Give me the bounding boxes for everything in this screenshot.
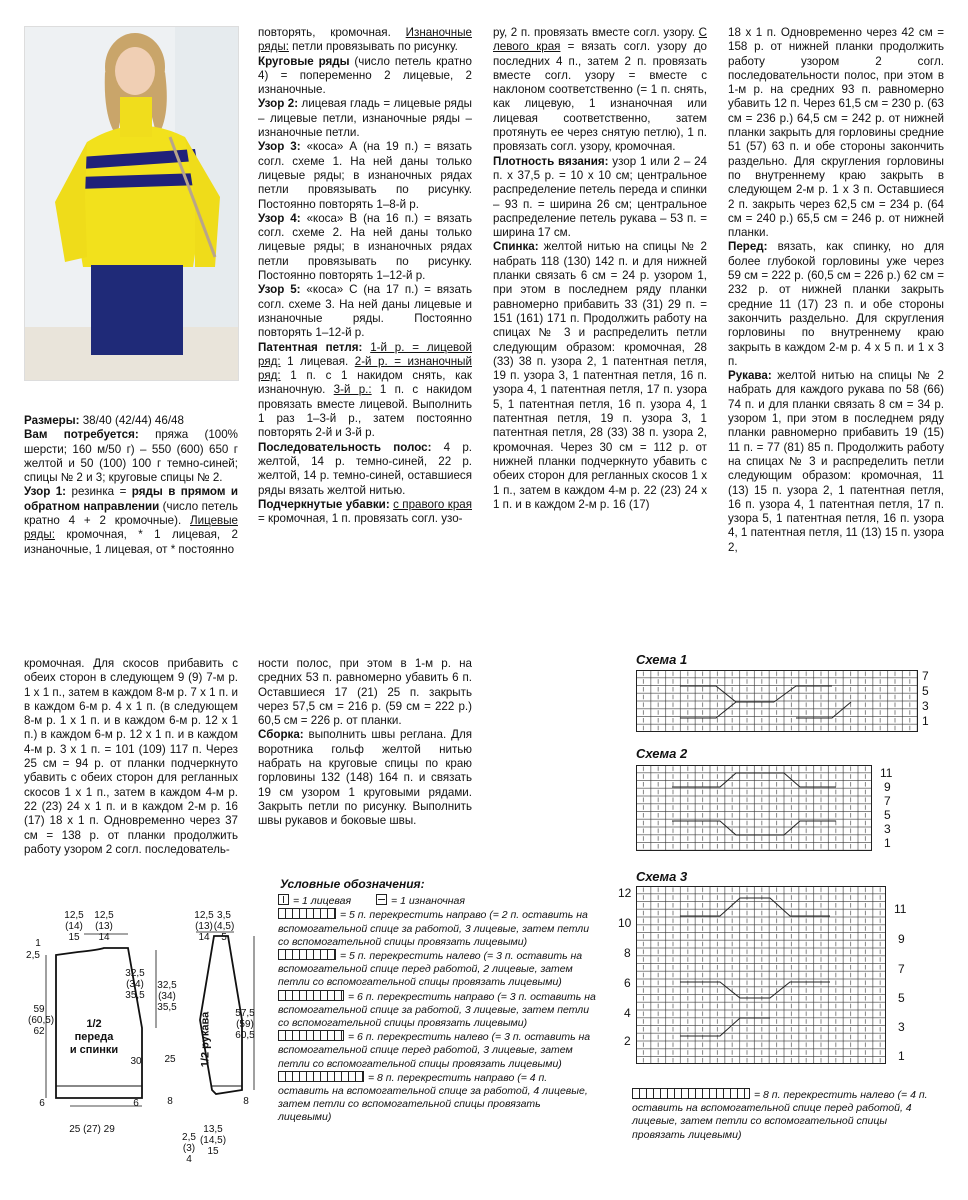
legend-l5: = 6 п. перекрестить направо (= 3 п. оставить на вспомогательной спице за работой, 3 лицевые, затем петли со вспомогательной спицы провязать лицевыми) <box>278 990 596 1030</box>
text-column-6 <box>258 657 472 829</box>
scheme2-row-5: 5 <box>884 808 891 822</box>
dim-s8: 8 <box>167 1096 173 1107</box>
scheme3-chart <box>636 886 886 1064</box>
text-column-5 <box>24 657 238 857</box>
patent-text-c: 1 п. с 1 накидом снять, как изнаночную. <box>258 369 472 397</box>
dim-top1-b: (14) <box>65 921 83 932</box>
sleeves-label: Рукава: <box>728 369 772 383</box>
pattern5-text: «коса» С (на 17 п.) = вязать согл. схеме 3. На ней даны лицевые и изнаночные ряды. Постоянно повторять 1–12-й р. <box>258 283 472 340</box>
front-back-label-3: и спинки <box>69 1044 119 1056</box>
dim-top1-c: 15 <box>68 932 80 943</box>
dim-sb2b: (14,5) <box>199 1135 227 1146</box>
col5-text-1: кромочная. Для скосов прибавить с обеих сторон в следующем 9 (9) 7-м р. 1 х 1 п., затем в каждом 8-м р. 7 х 1 п. и в каждом 6-м р. 4 х 1 п. (в следующем 8-м р. 1 х 1 п. и в каждом 6-м р. 12 х 1 п.) в каждом 6-м р. 12 х 1 п. и в каждом 4-м р. 3 х 1 п. = 101 (109) 117 п. Через 25 см = 94 р. от планки подчеркнуто убавить с обеих сторон для регланных скосов 1 х 1 п., затем в каждом 4-м р. 22 (23) 24 х 1 п. и в каждом 2-м р. 16 (17) 18 х 1 п. Одновременно через 37 см = 138 р. от планки продолжить работу узором 2 согл. последователь- <box>24 657 238 856</box>
front-back-label-1: 1/2 <box>86 1018 102 1030</box>
dim-top1-a: 12,5 <box>64 910 84 921</box>
pattern2-text: лицевая гладь = лицевые ряды – лицевые петли, изнаночные ряды – изнаночные петли. <box>258 97 472 140</box>
dim-stop2-b: (4,5) <box>213 921 235 932</box>
cross-5-left-icon <box>278 949 336 960</box>
scheme3-row-6: 6 <box>624 976 631 990</box>
col2-text-1b: петли провязывать по рисунку. <box>288 40 458 54</box>
dim-r6: 6 <box>133 1098 139 1109</box>
text-column-1 <box>24 414 238 557</box>
sleeves-text: желтой нитью на спицы № 2 набрать для каждого рукава по 58 (66) 74 п. и для планки связать 8 см = 34 р. узором 1, при этом в последнем ряду планки равномерно прибавить 19 (15) 11 п. = 77 (81) 85 п. Продолжить работу на спицах № 3 и распределить петли следующим образом: кромочная, 11 (13) 15 п. узора 2, 1 патентная петля, 16 п. узора 4, 1 патентная петля, 17 п. узора 5, 1 патентная петля, 16 п. узора 4, 1 патентная петля, 11 (13) 15 п. узора 2, <box>728 369 944 554</box>
legend-item-6-right <box>278 990 596 1031</box>
dim-s32: 32,5 <box>157 980 177 991</box>
legend-item-8-left <box>632 1088 928 1142</box>
cross-6-right-icon <box>278 990 344 1001</box>
scheme2-row-11: 11 <box>880 766 893 780</box>
legend-item-knit <box>278 894 596 908</box>
pattern1-text-c: (число петель кратно 4 + 2 кромочные). <box>24 499 238 528</box>
dim-sb1: 2,5 <box>182 1132 196 1143</box>
dim-stop2 <box>212 910 236 943</box>
scheme3-row-5: 5 <box>898 991 905 1005</box>
dim-sb2c: 15 <box>207 1146 219 1157</box>
legend-l4: = 5 п. перекрестить налево (= 3 п. оставить на вспомогательной спице перед работой, 2 лицевые, затем петли со вспомогательной спицы провязать лицевыми) <box>278 950 583 989</box>
dim-top2 <box>92 910 116 943</box>
assembly-text: выполнить швы реглана. Для воротника гольф желтой нитью набрать на круговые спицы по краю горловины 132 (148) 164 п. и связать 19 см узором 1 круговыми рядами. Закрыть петли по рисунку. Выполнить швы рукавов и боковые швы. <box>258 728 472 828</box>
col6-text-1: ности полос, при этом в 1-м р. на средних 53 п. равномерно убавить 6 п. Оставшиеся 17 (21) 25 п. закрыть через 57,5 см = 216 р. (59 см = 222 р.) 60,5 см = 226 р. от планки. <box>258 657 472 728</box>
back-text: желтой нитью на спицы № 2 набрать 118 (130) 142 п. и для нижней планки связать 6 см = 24 р. узором 1, при этом в последнем ряду планки равномерно прибавить 33 (31) 29 п. = 151 (161) 171 п. Продолжить работу на спицах № 3 и распределить петли следующим образом: кромочная, 28 (33) 38 п. узора 2, 1 патентная петля, 19 п. узора 3, 1 патентная петля, 16 п. узора 4, 1 патентная петля, 17 п. узора 5, 1 патентная петля, 16 п. узора 4, 1 патентная петля, 19 п. узора 3, 1 патентная петля, 28 (33) 38 п. узора 2, кромочная. Через 30 см = 112 р. от нижней планки подчеркнуто убавить с обеих сторон для регланных скосов 1 х 1 п., затем в каждом 4-м р. 22 (23) 24 х 1 п. и в каждом 2-м р. 16 (17) <box>493 240 707 511</box>
dim-stop1-c: 14 <box>198 932 210 943</box>
legend-title: Условные обозначения: <box>280 877 425 891</box>
pattern5-label: Узор 5: <box>258 283 301 297</box>
pattern4-label: Узор 4: <box>258 211 301 225</box>
legend-l3: = 5 п. перекрестить направо (= 2 п. оставить на вспомогательной спице за работой, 3 лицевые, затем петли со вспомогательной спицы провязать лицевыми) <box>278 909 590 948</box>
decreases-label: Подчеркнутые убавки: <box>258 497 390 511</box>
text-column-4 <box>728 26 944 555</box>
dim-top1 <box>62 910 86 943</box>
dim-raglan <box>122 968 148 1001</box>
gauge-label: Плотность вязания: <box>493 154 609 168</box>
cross-8-right-icon <box>278 1071 364 1082</box>
dim-h59: 59 <box>33 1004 45 1015</box>
scheme3-row-10: 10 <box>618 916 632 930</box>
scheme3-row-1: 1 <box>898 1049 905 1063</box>
patent-text-d: 1 п. с накидом провязать вместе лицевой. Выполнить 1 раз 1–3-й р., затем постоянно повторять 2-й и 3-й р. <box>258 383 473 440</box>
legend <box>278 878 596 1125</box>
scheme1-row-5: 5 <box>922 684 929 698</box>
legend-item-5-right <box>278 908 596 949</box>
back-label: Спинка: <box>493 240 539 254</box>
dim-sleeve-bottom-2 <box>196 1124 230 1157</box>
dim-r34: (34) <box>126 979 144 990</box>
dim-s60: 60,5 <box>235 1030 255 1041</box>
legend-l1: = 1 лицевая <box>293 895 352 908</box>
scheme1-chart <box>636 670 918 732</box>
sizes-text: 38/40 (42/44) 46/48 <box>79 414 184 427</box>
dim-stop2-c: 5 <box>221 932 227 943</box>
legend-item-5-left <box>278 949 596 990</box>
scheme3-row-11: 11 <box>894 902 907 916</box>
scheme3-row-9: 9 <box>898 932 905 946</box>
text-column-2 <box>258 26 472 526</box>
dim-sb1b: (3) <box>182 1143 196 1154</box>
cross-8-left-icon <box>632 1088 750 1099</box>
stripes-text: 4 р. желтой, 14 р. темно-синей, 22 р. желтой, 14 р. темно-синей, оставшиеся ряды вязать желтой нитью. <box>258 440 472 497</box>
pattern1-text-d: Лицевые ряды: <box>24 514 238 542</box>
dim-sleeve-length <box>232 1008 258 1041</box>
dim-bottom: 25 (27) 29 <box>69 1124 115 1135</box>
col2-text-1u: Изнаночные ряды: <box>258 26 472 54</box>
dim-sb1c: 4 <box>186 1154 192 1165</box>
scheme3-row-4: 4 <box>624 1006 631 1020</box>
pattern1-text-a: резинка = <box>66 485 132 499</box>
front-label: Перед: <box>728 240 768 254</box>
patent-text-b: 1 лицевая. <box>280 354 355 368</box>
dim-top2-b: (13) <box>95 921 113 932</box>
scheme2-row-9: 9 <box>884 780 891 794</box>
legend-8-left <box>632 1088 928 1142</box>
col4-text-1: 18 х 1 п. Одновременно через 42 см = 158 р. от нижней планки продолжить работу узором 2 согл. последовательности полос, при этом в 1-м р. на средних 93 п. равномерно убавить 12 п. Через 61,5 см = 230 р. (63 см = 236 р.) 64,5 см = 242 р. от нижней планки закрыть для горловины средние 51 (57) 63 п. и обе стороны закончить раздельно. Для скругления горловины по внутреннему краю закрыть в следующем 2-м р. 1 х 3 п. Оставшиеся 2 п. закрыть через 62,5 см = 234 р. (64 см = 240 р.) 65,5 см = 246 р. от нижней планки. <box>728 26 944 240</box>
dim-stop1-a: 12,5 <box>194 910 214 921</box>
patent-label: Патентная петля: <box>258 340 363 354</box>
cross-5-right-icon <box>278 908 336 919</box>
col3-text-1: ру, 2 п. провязать вместе согл. узору. <box>493 26 699 39</box>
legend-l8: = 8 п. перекрестить налево (= 4 п. оставить на вспомогательной спице перед работой, 4 лицевые, затем петли со вспомогательной спицы провязать лицевыми) <box>632 1089 928 1141</box>
scheme1-row-3: 3 <box>922 699 929 713</box>
scheme3-row-3: 3 <box>898 1020 905 1034</box>
dim-25: 2,5 <box>26 950 40 961</box>
scheme1-title: Схема 1 <box>636 652 688 667</box>
dim-r30: 30 <box>130 1056 142 1067</box>
front-text: вязать, как спинку, но для более глубокой горловины уже через 59 см = 222 р. (60,5 см = 226 р.) 62 см = 232 р. от нижней планки закрыть средние 11 (17) 23 п. и обе стороны закончить раздельно. Для скругления горловины по внутреннему краю закрыть в каждом 2-м р. 4 х 5 п. и 1 х 3 п. <box>728 240 944 368</box>
knit-symbol-icon <box>278 894 289 905</box>
patent-text-u2: 2-й р. = изнаночный ряд: <box>258 354 472 383</box>
round-rows-label: Круговые ряды <box>258 54 350 68</box>
dim-s57: 57,5 <box>235 1008 255 1019</box>
pattern4-text: «коса» В (на 16 п.) = вязать согл. схеме 2. На ней даны только лицевые ряды; в изнаночных рядах петли провязывать по рисунку. Постоянно повторять 1–12-й р. <box>258 211 472 283</box>
scheme2-row-1: 1 <box>884 836 891 850</box>
scheme1-row-7: 7 <box>922 669 929 683</box>
scheme1-row-1: 1 <box>922 714 929 728</box>
dim-1: 1 <box>35 938 41 949</box>
front-back-label <box>64 1018 124 1057</box>
dim-height <box>28 1004 55 1037</box>
legend-item-6-left <box>278 1030 596 1071</box>
dim-l6: 6 <box>39 1098 45 1109</box>
legend-item-8-right <box>278 1071 596 1125</box>
pattern1-text-e: кромочная, * 1 лицевая, 2 изнаночные, 1 лицевая, от * постоянно <box>24 528 238 556</box>
sleeve-label: 1/2 рукава <box>199 1011 212 1068</box>
round-rows-text: (число петель кратно 4) = попеременно 2 лицевые, 2 изнаночные. <box>258 54 472 97</box>
legend-l6: = 6 п. перекрестить налево (= 3 п. оставить на вспомогательной спице перед работой, 3 лицевые, затем петли со вспомогательной спицы провязать лицевыми) <box>278 1031 591 1070</box>
pattern1-label: Узор 1: <box>24 485 67 499</box>
dim-r35: 35,5 <box>125 990 145 1001</box>
scheme3-row-12: 12 <box>618 886 632 900</box>
assembly-label: Сборка: <box>258 728 304 742</box>
stripes-label: Последовательность полос: <box>258 440 432 454</box>
dim-s35: 35,5 <box>157 1002 177 1013</box>
gauge-text: узор 1 или 2 – 24 п. х 37,5 р. = 10 х 10 см; центральное распределение петель переда и спинки – 93 п. = ширина 26 см; центральное распределение петель рукава – 53 п. = ширина 17 см. <box>493 154 707 240</box>
model-photo <box>24 26 239 381</box>
pattern3-label: Узор 3: <box>258 140 301 154</box>
scheme2-title: Схема 2 <box>636 746 688 761</box>
patent-text-u1: 1-й р. = лицевой ряд: <box>258 340 472 368</box>
scheme2-chart <box>636 765 872 851</box>
dim-stop1-b: (13) <box>195 921 213 932</box>
legend-l2: = 1 изнаночная <box>391 895 465 908</box>
dim-sleeve-raglan <box>154 980 180 1013</box>
purl-symbol-icon <box>376 894 387 905</box>
pattern1-text-b: ряды в прямом и обратном направлении <box>24 485 238 513</box>
patent-text-u3: 3-й р.: <box>333 383 372 397</box>
cross-6-left-icon <box>278 1030 344 1041</box>
scheme2-row-7: 7 <box>884 794 891 808</box>
materials-label: Вам потребуется: <box>24 428 139 442</box>
dim-r32: 32,5 <box>125 968 145 979</box>
dim-sb2: 13,5 <box>203 1124 223 1135</box>
dim-stop2-a: 3,5 <box>217 910 231 921</box>
scheme3-row-2: 2 <box>624 1034 631 1048</box>
dim-h60: (60,5) <box>28 1015 55 1026</box>
materials-text: пряжа (100% шерсти; 160 м/50 г) – 550 (600) 650 г желтой и 50 (100) 100 г темно-синей; спицы № 2 и 3; круговые спицы № 2. <box>24 428 238 485</box>
decreases-text-b: = кромочная, 1 п. провязать согл. узо- <box>258 512 463 526</box>
scheme2-row-3: 3 <box>884 822 891 836</box>
scheme3-row-8: 8 <box>624 946 631 960</box>
text-column-3 <box>493 26 707 512</box>
sizes-label: Размеры: <box>24 414 80 427</box>
dim-s34: (34) <box>158 991 176 1002</box>
dim-top2-c: 14 <box>98 932 110 943</box>
dim-s25: 25 <box>164 1054 176 1065</box>
col3-text-1u: С левого края <box>493 26 707 54</box>
dim-s59: (59) <box>236 1019 254 1030</box>
dim-top2-a: 12,5 <box>94 910 114 921</box>
decreases-text-u: с правого края <box>393 497 473 511</box>
legend-l7: = 8 п. перекрестить направо (= 4 п. оставить на вспомогательной спице за работой, 4 лицевые, затем петли со вспомогательной спицы провязать лицевыми) <box>278 1071 588 1124</box>
front-back-label-2: переда <box>74 1031 114 1043</box>
col3-text-1b: = вязать согл. узору до последних 4 п., затем 2 п. провязать вместе согл. узору = вместе с наклоном соответственно (= 1 п. снять, как лицевую, 1 изнаночная или лицевая соответственно, затем протянуть ее через снятую петлю), 1 п. провязать согл. узору, кромочная. <box>493 40 707 154</box>
pattern2-label: Узор 2: <box>258 97 299 111</box>
pattern3-text: «коса» А (на 19 п.) = вязать согл. схеме 1. На ней даны только лицевые ряды; в изнаночных рядах петли провязывать по рисунку. Постоянно повторять 1–8-й р. <box>258 140 472 211</box>
col2-text-1: повторять, кромочная. <box>258 26 406 39</box>
scheme3-title: Схема 3 <box>636 869 688 884</box>
sweater-photo-illustration <box>25 27 239 381</box>
scheme3-row-7: 7 <box>898 962 905 976</box>
dim-h62: 62 <box>33 1026 45 1037</box>
dim-s8r: 8 <box>243 1096 249 1107</box>
